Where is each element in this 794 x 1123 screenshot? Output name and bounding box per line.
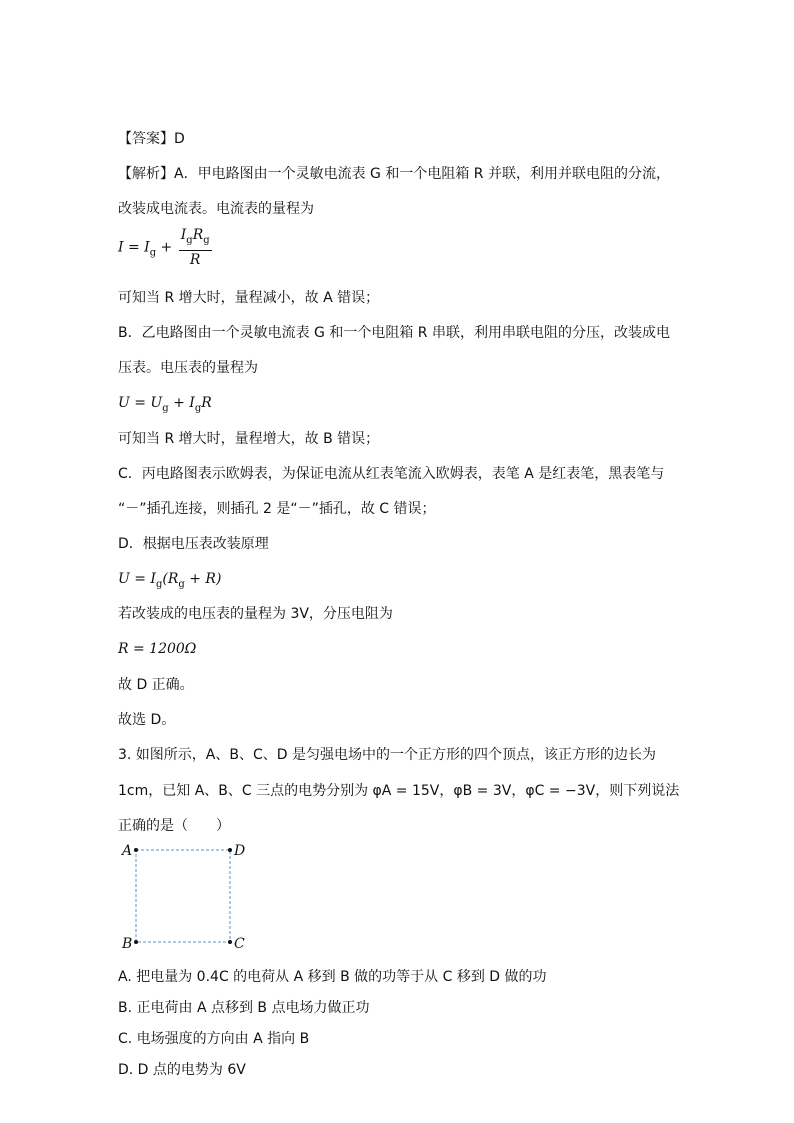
vertex-c-dot — [228, 940, 232, 944]
analysis-a-line2: 改装成电流表。电流表的量程为 — [118, 201, 314, 217]
formula-b-part2: + I — [168, 395, 195, 411]
formula-a-fraction — [179, 226, 212, 269]
vertex-b-label: B — [122, 936, 133, 952]
option-b: B. 正电荷由 A 点移到 B 点电场力做正功 — [118, 1000, 370, 1016]
option-c: C. 电场强度的方向由 A 指向 B — [118, 1031, 310, 1047]
analysis-b-line2: 压表。电压表的量程为 — [118, 360, 258, 376]
num-b: R — [192, 227, 204, 243]
answer-line — [118, 130, 185, 148]
question-line1: 3. 如图所示，A、B、C、D 是匀强电场中的一个正方形的四个顶点，该正方形的边长为 — [118, 747, 656, 763]
vertex-d-dot — [228, 848, 232, 852]
vertex-b-dot — [134, 940, 138, 944]
num-a: I — [180, 227, 187, 243]
option-a: A. 把电量为 0.4C 的电荷从 A 移到 B 做的功等于从 C 移到 D 做的功 — [118, 969, 547, 985]
formula-d-sub2: g — [178, 579, 185, 590]
square-outline — [136, 850, 230, 942]
num-sub-b: g — [203, 235, 210, 246]
fraction-numerator — [179, 226, 212, 251]
vertex-a-label: A — [122, 843, 133, 859]
formula-current-range — [118, 226, 214, 269]
formula-d-part2: (R — [162, 571, 179, 587]
option-d: D. D 点的电势为 6V — [118, 1062, 246, 1078]
formula-voltage-range — [118, 394, 212, 418]
formula-b-sub1: g — [162, 403, 169, 414]
formula-b-sub2: g — [194, 403, 202, 414]
analysis-d-line2: 若改装成的电压表的量程为 3V，分压电阻为 — [118, 606, 393, 622]
analysis-final: 故选 D。 — [118, 712, 176, 728]
analysis-b-conclusion: 可知当 R 增大时，量程增大，故 B 错误； — [118, 431, 380, 447]
question-line3: 正确的是（ ） — [118, 818, 230, 834]
formula-a-sub: g — [149, 247, 157, 259]
analysis-a-line1 — [118, 165, 670, 183]
num-sub-a: g — [186, 235, 193, 246]
formula-d-sub1: g — [155, 579, 163, 590]
analysis-b-line1: B．乙电路图由一个灵敏电流表 G 和一个电阻箱 R 串联，利用串联电阻的分压，改装成电 — [118, 325, 670, 341]
question-line2: 1cm，已知 A、B、C 三点的电势分别为 φA = 15V，φB = 3V，φC = −3V，则下列说法 — [118, 783, 680, 799]
analysis-c-line2: “－”插孔连接，则插孔 2 是“－”插孔，故 C 错误； — [118, 501, 436, 517]
analysis-tag: 【解析】 — [118, 166, 174, 182]
formula-d-part1: U = I — [118, 571, 156, 587]
analysis-d-line1: D．根据电压表改装原理 — [118, 536, 269, 552]
answer-value: D — [174, 131, 185, 147]
analysis-c-line1: C．丙电路图表示欧姆表，为保证电流从红表笔流入欧姆表，表笔 A 是红表笔，黑表笔与 — [118, 466, 665, 482]
vertex-a-dot — [134, 848, 138, 852]
formula-d-part3: + R) — [184, 571, 222, 587]
formula-a-plus: + — [156, 239, 177, 256]
formula-b-part3: R — [201, 395, 212, 411]
formula-b-part1: U = U — [118, 395, 163, 411]
vertex-c-label: C — [234, 936, 245, 952]
analysis-a-conclusion: 可知当 R 增大时，量程减小，故 A 错误； — [118, 290, 380, 306]
analysis-d-result: R = 1200Ω — [118, 641, 197, 657]
analysis-a-text1: A．甲电路图由一个灵敏电流表 G 和一个电阻箱 R 并联，利用并联电阻的分流， — [174, 166, 670, 182]
vertex-d-label: D — [234, 843, 246, 859]
formula-d — [118, 570, 221, 594]
analysis-d-conclusion: 故 D 正确。 — [118, 677, 194, 693]
fraction-denominator: R — [189, 252, 201, 268]
answer-tag: 【答案】 — [118, 131, 174, 147]
square-figure — [118, 840, 258, 960]
formula-a-lhs: I = I — [118, 239, 150, 256]
